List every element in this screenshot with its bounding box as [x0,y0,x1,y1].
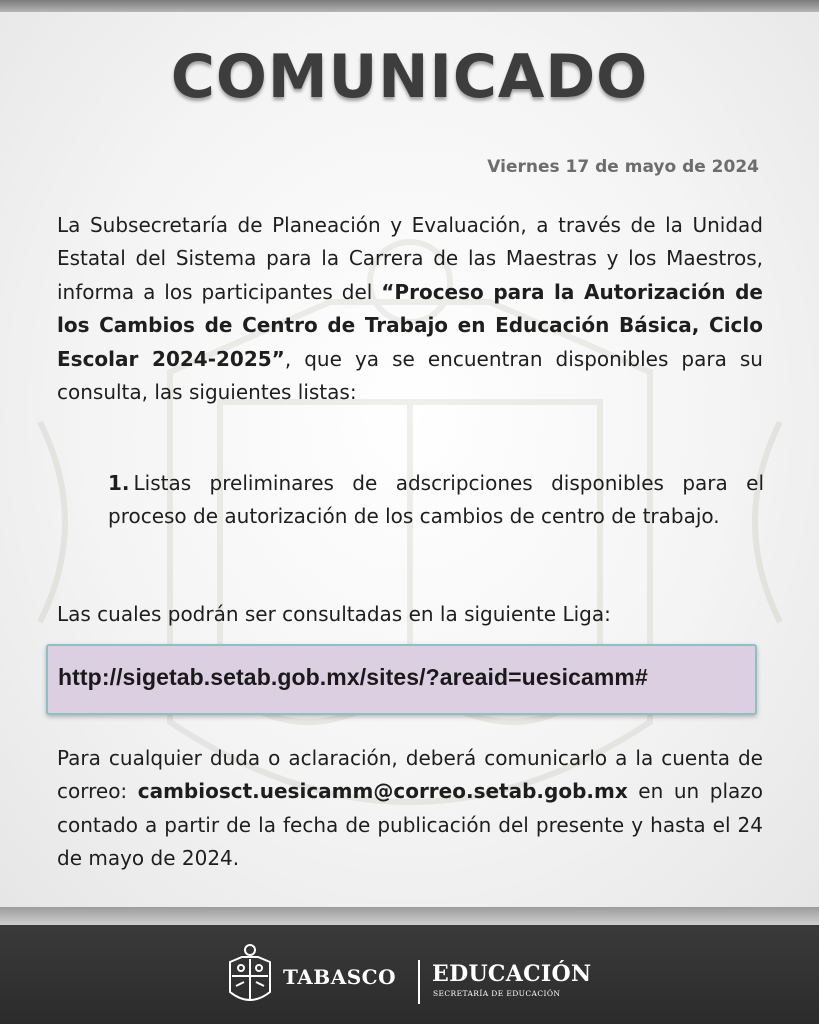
process-name: “Proceso para la Autorización de los Cambios de Centro de Trabajo en Educación Básica, Ciclo Escolar 2024-2025” [57,279,763,371]
link-box [46,644,757,715]
intro-paragraph [57,209,763,409]
top-border [0,0,819,12]
tabasco-coat-of-arms-icon [226,942,274,1010]
brand-subtitle: SECRETARÍA DE EDUCACIÓN [433,989,561,998]
list-item [108,467,764,534]
contact-email-link[interactable]: cambiosct.uesicamm@correo.setab.gob.mx [137,779,628,804]
intro-text: La Subsecretaría de Planeación y Evaluación, a través de la Unidad Estatal del Sistema para la Carrera de las Maestras y los Maestros, informa a los participantes del [57,213,763,304]
page-title: COMUNICADO [170,42,649,112]
brand-divider [418,960,420,1004]
contact-text-start: Para cualquier duda o aclaración, deberá comunicarlo a la cuenta de correo: [57,746,763,804]
contact-text-end: en un plazo contado a partir de la fecha de publicación del presente y hasta el 24 de mayo de 2024. [57,779,763,871]
brand-tabasco: TABASCO [283,965,397,989]
publication-date: Viernes 17 de mayo de 2024 [487,157,759,177]
list-item-number: 1. [108,471,130,495]
intro-end-text: , que ya se encuentran disponibles para su consulta, las siguientes listas: [57,346,763,405]
contact-paragraph [57,742,763,876]
link-intro-paragraph: Las cuales podrán ser consultadas en la siguiente Liga: [57,602,611,626]
brand-educacion: EDUCACIÓN [432,961,592,987]
consultation-link[interactable]: http://sigetab.setab.gob.mx/sites/?areaid=uesicamm# [58,664,648,690]
footer [0,925,819,1024]
document-page [0,12,819,907]
footer-top-strip [0,907,819,925]
list-item-text: Listas preliminares de adscripciones disponibles para el proceso de autorización de los cambios de centro de trabajo. [108,471,764,529]
